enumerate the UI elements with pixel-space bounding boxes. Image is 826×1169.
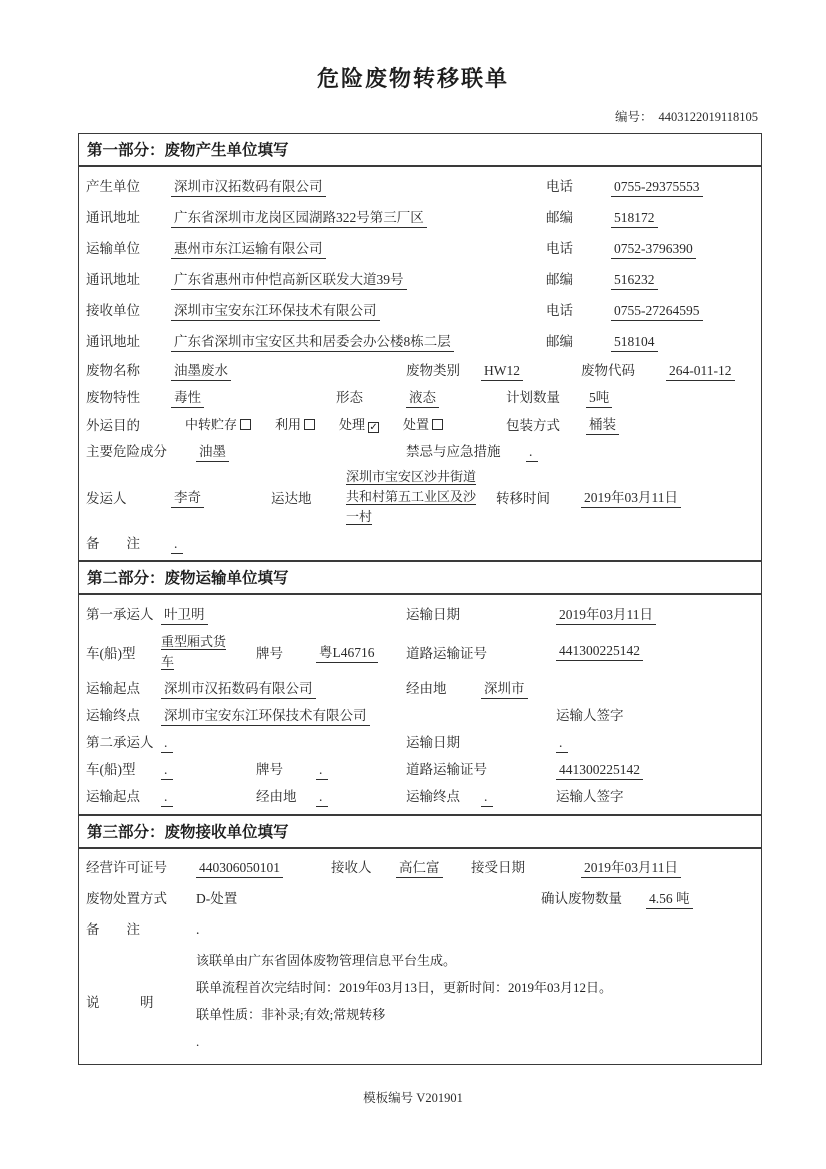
transport-date1-value: 2019年03月11日 [556, 603, 656, 625]
row-vehicle-1 [79, 629, 761, 674]
end2-label: 运输终点 [406, 789, 460, 805]
row-produce-unit [79, 170, 761, 201]
origin1-value: 深圳市汉拓数码有限公司 [161, 677, 316, 699]
notes-value [196, 947, 754, 1055]
via1-value: 深圳市 [481, 677, 528, 699]
checkbox-transfer-storage-box [240, 419, 251, 430]
purpose-options [171, 414, 506, 433]
section2-body [79, 595, 761, 813]
waste-name-value: 油墨废水 [171, 359, 231, 381]
confirm-qty-label: 确认废物数量 [541, 891, 622, 907]
waste-name-label: 废物名称 [86, 362, 140, 378]
disposal-value: D-处置 [196, 891, 238, 907]
transport-unit-label: 运输单位 [86, 240, 140, 256]
checkbox-utilize-label: 利用 [275, 417, 302, 432]
transport-date2-value: . [556, 735, 568, 753]
waste-code-label: 废物代码 [581, 362, 635, 378]
row-origin-2 [79, 783, 761, 810]
row-carrier-2 [79, 729, 761, 756]
row-produce-address [79, 201, 761, 232]
phone2-label: 电话 [546, 240, 573, 256]
license-label: 经营许可证号 [86, 860, 167, 876]
addr1-value: 广东省深圳市龙岗区园湖路322号第三厂区 [171, 206, 427, 228]
row-purpose [79, 410, 761, 437]
transfer-time-label: 转移时间 [496, 490, 550, 506]
row-transport-address [79, 263, 761, 294]
confirm-qty-value: 4.56 吨 [646, 887, 693, 909]
remark1-value: . [171, 536, 183, 554]
phone2-value: 0752-3796390 [611, 241, 696, 259]
checkbox-treat-label: 处理 [339, 417, 366, 432]
row-waste-name [79, 356, 761, 383]
row-hazard [79, 437, 761, 464]
form-state-label: 形态 [336, 389, 363, 405]
transport-date2-label: 运输日期 [406, 735, 460, 751]
vehicle1-label: 车(船)型 [86, 646, 136, 662]
checkbox-treat-box: ✓ [369, 422, 378, 433]
carrier2-value: . [161, 735, 173, 753]
note-line-1: 该联单由广东省固体废物管理信息平台生成。 [196, 953, 457, 969]
transport-unit-value: 惠州市东江运输有限公司 [171, 237, 326, 259]
checkbox-utilize [275, 414, 315, 433]
zip1-value: 518172 [611, 210, 658, 228]
addr2-label: 通讯地址 [86, 271, 140, 287]
row-receive-address [79, 325, 761, 356]
row-transport-unit [79, 232, 761, 263]
remark1-label: 备 注 [86, 535, 140, 551]
plate1-value: 粤L46716 [316, 641, 378, 663]
checkbox-transfer-storage [185, 414, 251, 433]
hazard-value: 油墨 [196, 440, 229, 462]
via1-label: 经由地 [406, 681, 447, 697]
checkbox-transfer-storage-label: 中转贮存 [185, 417, 238, 432]
section1-header: 第一部分：废物产生单位填写 [79, 134, 761, 167]
notes-label: 说 明 [86, 995, 154, 1011]
sender-value: 李奇 [171, 486, 204, 508]
row-end-1 [79, 702, 761, 729]
license-value: 440306050101 [196, 860, 283, 878]
taboo-value: . [526, 444, 538, 462]
addr3-value: 广东省深圳市宝安区共和居委会办公楼8栋二层 [171, 330, 454, 352]
waste-code-value: 264-011-12 [666, 363, 735, 381]
remark3-label: 备 注 [86, 922, 140, 938]
end1-label: 运输终点 [86, 708, 140, 724]
row-disposal [79, 883, 761, 914]
origin2-label: 运输起点 [86, 789, 140, 805]
produce-unit-label: 产生单位 [86, 178, 140, 194]
plan-quantity-value: 5吨 [586, 386, 612, 408]
produce-unit-value: 深圳市汉拓数码有限公司 [171, 175, 326, 197]
addr3-label: 通讯地址 [86, 333, 140, 349]
form-title: 危险废物转移联单 [316, 66, 509, 91]
note-line-2: 联单流程首次完结时间：2019年03月13日，更新时间：2019年03月12日。 [196, 980, 613, 996]
receive-date-label: 接受日期 [471, 860, 525, 876]
sender-label: 发运人 [86, 490, 127, 506]
carrier1-label: 第一承运人 [86, 606, 154, 622]
sign1-label: 运输人签字 [556, 708, 624, 724]
addr1-label: 通讯地址 [86, 209, 140, 225]
waste-category-value: HW12 [481, 363, 523, 381]
zip1-label: 邮编 [546, 209, 573, 225]
plate2-label: 牌号 [256, 762, 283, 778]
packing-label: 包装方式 [506, 417, 560, 433]
note-line-4: . [196, 1034, 200, 1050]
zip3-value: 518104 [611, 334, 658, 352]
section3-header: 第三部分：废物接收单位填写 [79, 814, 761, 849]
form-box [78, 133, 762, 1065]
receiver-label: 接收人 [331, 860, 372, 876]
receive-date-value: 2019年03月11日 [581, 856, 681, 878]
vehicle2-label: 车(船)型 [86, 762, 136, 778]
addr2-value: 广东省惠州市仲恺高新区联发大道39号 [171, 268, 407, 290]
vehicle2-value: . [161, 762, 173, 780]
carrier2-label: 第二承运人 [86, 735, 154, 751]
row-carrier-1 [79, 598, 761, 629]
destination-value: 深圳市宝安区沙井街道共和村第五工业区及沙一村 [346, 468, 477, 524]
checkbox-dispose-box [432, 419, 443, 430]
receive-unit-label: 接收单位 [86, 302, 140, 318]
plan-quantity-label: 计划数量 [506, 389, 560, 405]
waste-category-label: 废物类别 [406, 362, 460, 378]
receive-unit-value: 深圳市宝安东江环保技术有限公司 [171, 299, 380, 321]
row-license [79, 852, 761, 883]
vehicle1-value: 重型厢式货车 [161, 633, 227, 670]
phone1-label: 电话 [546, 178, 573, 194]
carrier1-value: 叶卫明 [161, 603, 208, 625]
transfer-time-value: 2019年03月11日 [581, 486, 681, 508]
section1-body [79, 167, 761, 560]
zip2-label: 邮编 [546, 271, 573, 287]
road-cert2-label: 道路运输证号 [406, 762, 487, 778]
form-state-value: 液态 [406, 386, 439, 408]
remark3-value: . [196, 922, 200, 938]
origin1-label: 运输起点 [86, 681, 140, 697]
row-vehicle-2 [79, 756, 761, 783]
note-line-3: 联单性质：非补录;有效;常规转移 [196, 1007, 386, 1023]
section3-body [79, 849, 761, 1064]
via2-label: 经由地 [256, 789, 297, 805]
waste-property-value: 毒性 [171, 386, 204, 408]
row-remark-3 [79, 914, 761, 943]
phone3-value: 0755-27264595 [611, 303, 703, 321]
purpose-label: 外运目的 [86, 417, 140, 433]
destination-label: 运达地 [271, 490, 312, 506]
hazard-label: 主要危险成分 [86, 443, 167, 459]
section2-header: 第二部分：废物运输单位填写 [79, 560, 761, 595]
checkbox-dispose [403, 414, 443, 433]
waste-property-label: 废物特性 [86, 389, 140, 405]
disposal-label: 废物处置方式 [86, 891, 167, 907]
doc-number-value: 4403122019118105 [658, 110, 758, 124]
checkbox-treat [339, 414, 379, 433]
plate2-value: . [316, 762, 328, 780]
row-waste-property [79, 383, 761, 410]
origin2-value: . [161, 789, 173, 807]
phone1-value: 0755-29375553 [611, 179, 703, 197]
checkbox-utilize-box [304, 419, 315, 430]
taboo-label: 禁忌与应急措施 [406, 443, 501, 459]
row-notes [79, 943, 761, 1060]
row-receive-unit [79, 294, 761, 325]
road-cert2-value: 441300225142 [556, 762, 643, 780]
end2-value: . [481, 789, 493, 807]
row-origin-1 [79, 675, 761, 702]
row-sender [79, 464, 761, 529]
receiver-value: 高仁富 [396, 856, 443, 878]
road-cert1-label: 道路运输证号 [406, 646, 487, 662]
sign2-label: 运输人签字 [556, 789, 624, 805]
plate1-label: 牌号 [256, 646, 283, 662]
row-remark-1 [79, 529, 761, 556]
via2-value: . [316, 789, 328, 807]
zip3-label: 邮编 [546, 333, 573, 349]
template-number: 模板编号 V201901 [363, 1091, 463, 1105]
doc-number-label: 编号： [614, 110, 653, 124]
zip2-value: 516232 [611, 272, 658, 290]
end1-value: 深圳市宝安东江环保技术有限公司 [161, 704, 370, 726]
transport-date1-label: 运输日期 [406, 606, 460, 622]
phone3-label: 电话 [546, 302, 573, 318]
checkbox-dispose-label: 处置 [403, 417, 430, 432]
road-cert1-value: 441300225142 [556, 643, 643, 661]
packing-value: 桶装 [586, 413, 619, 435]
doc-number [0, 107, 758, 125]
